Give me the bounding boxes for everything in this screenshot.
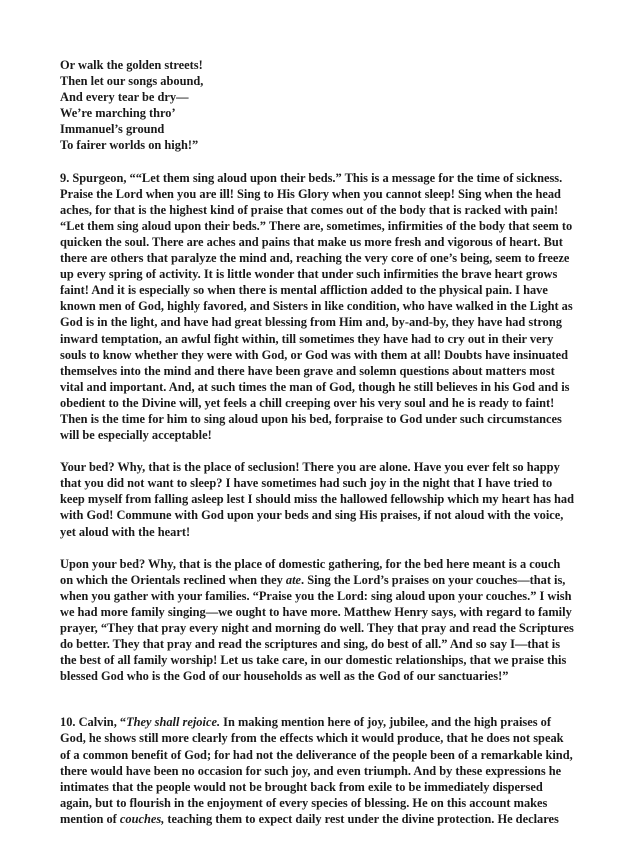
italic-phrase: They shall rejoice.	[126, 715, 221, 730]
text-line: inward temptation, an awful fight within, till sometimes they have had to cry out in their very	[60, 331, 554, 346]
domestic-paragraph	[60, 556, 580, 685]
text-line: keep myself from falling asleep lest I should miss the hallowed fellowship which my heart has had	[60, 492, 575, 507]
text-line	[60, 714, 580, 730]
text-line: will be especially acceptable!	[60, 428, 212, 443]
text-line: that you did not want to sleep? I have sometimes had such joy in the night that I have tried to	[60, 476, 553, 491]
text-line: up every spring of activity. It is little wonder that under such infirmities the brave heart grows	[60, 267, 558, 282]
text-line: God, he shows still more clearly from the effects which it would produce, that he does not speak	[60, 731, 564, 746]
poem-line: And every tear be dry—	[60, 90, 189, 105]
text-line: God is in the light, and have had great blessing from Him and, by-and-by, they have had strong	[60, 315, 562, 330]
text-line: prayer, “They that pray every night and morning do well. They that pray and read the Scriptures	[60, 621, 574, 635]
text-line: Then is the time for him to sing aloud upon his bed, forpraise to God under such circumstances	[60, 411, 562, 426]
text-line: with God! Commune with God upon your beds and sing His praises, if not aloud with the voice,	[60, 508, 564, 523]
poem-stanza	[60, 57, 580, 154]
text-line: quicken the soul. There are aches and pains that make us more fresh and vigorous of heart. But	[60, 234, 563, 249]
text-line: Praise the Lord when you are ill! Sing to His Glory when you cannot sleep! Sing when the head	[60, 186, 561, 201]
text-line: aches, for that is the highest kind of praise that comes out of the body that is racked with pain!	[60, 202, 559, 217]
text-line: we had more family singing—we ought to have more. Matthew Henry says, with regard to family	[60, 604, 572, 619]
text-line: when you gather with your families. “Praise you the Lord: sing aloud upon your couches.” I wish	[60, 588, 572, 603]
poem-line: Or walk the golden streets!	[60, 58, 203, 72]
text-line: “Let them sing aloud upon their beds.” There are, sometimes, infirmities of the body that seem to	[60, 218, 573, 233]
text-line	[60, 811, 580, 827]
italic-word: ate	[285, 572, 302, 587]
text-run: on which the Orientals reclined when they	[60, 572, 286, 587]
text-run: 10. Calvin, “	[60, 715, 127, 730]
text-line: again, but to flourish in the enjoyment of every species of blessing. He on this account makes	[60, 795, 548, 810]
text-line: the best of all family worship! Let us take care, in our domestic relationships, that we praise this	[60, 653, 567, 668]
text-line: faint! And it is especially so when there is mental affliction added to the physical pain. I have	[60, 283, 548, 298]
poem-line: Then let our songs abound,	[60, 74, 204, 89]
poem-line: Immanuel’s ground	[60, 122, 165, 137]
text-line: do better. They that pray and read the scriptures and sing, do best of all.” And so say I—that is	[60, 637, 561, 652]
text-line: of a common benefit of God; for had not the deliverance of the people been of a remarkable kind,	[60, 747, 573, 762]
spurgeon-paragraph	[60, 170, 580, 444]
poem-line: To fairer worlds on high!”	[60, 138, 199, 153]
document-page	[60, 57, 580, 843]
text-run: mention of	[60, 811, 120, 826]
text-line: themselves into the mind and there have been grave and solemn questions about matters most	[60, 363, 555, 378]
text-run: . Sing the Lord’s praises on your couches—that is,	[301, 572, 566, 587]
calvin-paragraph	[60, 714, 580, 827]
italic-word: couches,	[119, 811, 165, 826]
text-run: In making mention here of joy, jubilee, and the high praises of	[220, 715, 551, 730]
text-line	[60, 572, 580, 588]
text-line: souls to know whether they were with God, or God was with them at all! Doubts have insinuated	[60, 347, 569, 362]
text-line: intimates that the people would not be brought back from exile to be immediately dispersed	[60, 779, 543, 794]
seclusion-paragraph	[60, 459, 580, 539]
text-run: teaching them to expect daily rest under the divine protection. He declares	[164, 811, 559, 826]
poem-line: We’re marching thro’	[60, 106, 176, 121]
text-line: 9. Spurgeon, ““Let them sing aloud upon their beds.” This is a message for the time of sickness.	[60, 170, 563, 185]
text-line: there are others that paralyze the mind and, reaching the very core of one’s being, seem to freeze	[60, 251, 570, 266]
text-line: obedient to the Divine will, yet feels a chill creeping over his very soul and he is ready to faint!	[60, 395, 555, 410]
text-line: Upon your bed? Why, that is the place of domestic gathering, for the bed here meant is a couch	[60, 556, 561, 571]
text-line: vital and important. And, at such times the man of God, though he still believes in his God and is	[60, 379, 570, 394]
text-line: known men of God, highly favored, and Sisters in like condition, who have walked in the Light as	[60, 299, 573, 314]
text-line: there would have been no occasion for such joy, and even triumph. And by these expressions he	[60, 763, 562, 778]
text-line: blessed God who is the God of our households as well as the God of our sanctuaries!”	[60, 669, 509, 684]
text-line: Your bed? Why, that is the place of seclusion! There you are alone. Have you ever felt so happy	[60, 460, 560, 475]
text-line: yet aloud with the heart!	[60, 524, 191, 539]
